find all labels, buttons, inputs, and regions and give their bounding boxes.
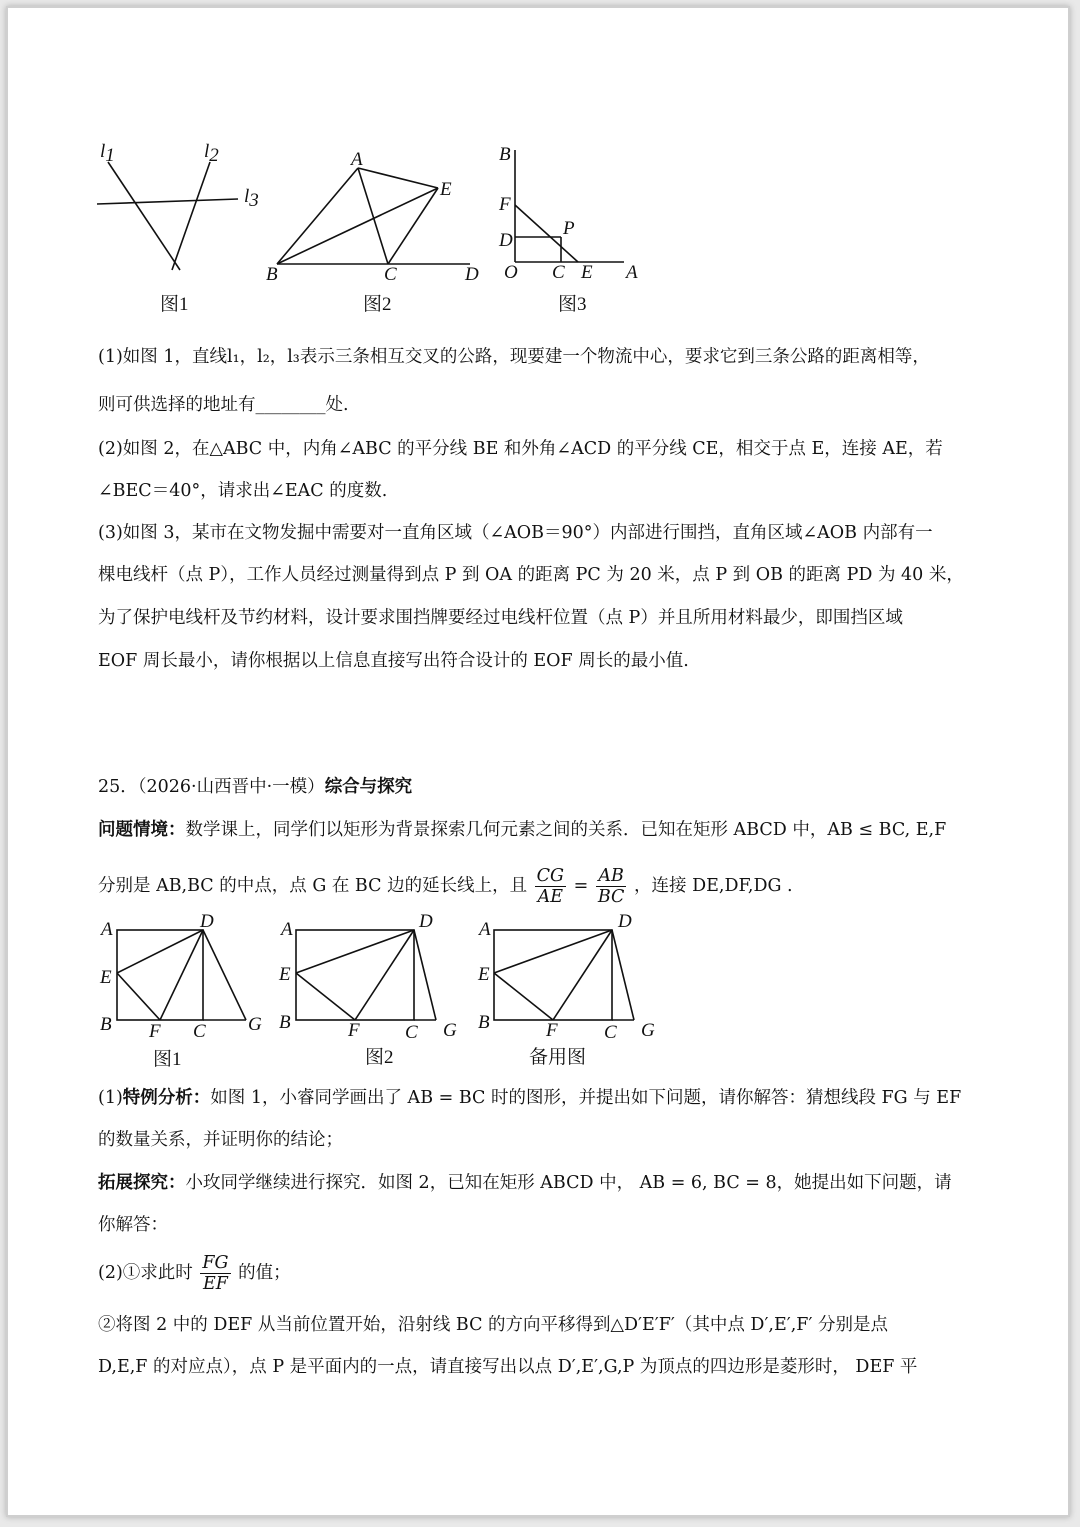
label-E-3: E	[478, 964, 490, 985]
situation-text-2b: ，连接 DE,DF,DG .	[634, 876, 793, 896]
segment-ED-1	[117, 930, 203, 973]
situation-label: 问题情境：	[98, 820, 186, 840]
segment-EF-3	[494, 973, 553, 1020]
extension-label: 拓展探究：	[98, 1173, 186, 1193]
label-F3: F	[499, 194, 511, 215]
part1-prefix: (1)	[98, 1088, 123, 1108]
q25-part1-line2: 的数量关系，并证明你的结论；	[98, 1130, 343, 1150]
figure-2-caption: 图2	[363, 294, 392, 315]
label-A3: A	[626, 262, 638, 283]
q25-extension-line1	[98, 1170, 988, 1196]
segment-DF-2	[355, 930, 414, 1020]
label-F-3: F	[546, 1020, 558, 1041]
label-B-3: B	[478, 1012, 490, 1033]
q24-part3-line3: 为了保护电线杆及节约材料，设计要求围挡牌要经过电线杆位置（点 P）并且所用材料最少，即围挡区域	[98, 608, 903, 628]
fraction-numerator: AB	[596, 866, 627, 887]
label-C: C	[384, 264, 397, 285]
segment-DG-1	[203, 930, 246, 1020]
q24-part3-line1: (3)如图 3，某市在文物发掘中需要对一直角区域（∠AOB＝90°）内部进行围挡，直角区域∠AOB 内部有一	[98, 523, 933, 543]
label-B-1: B	[100, 1014, 112, 1035]
part1-text: 如图 1，小睿同学画出了 AB = BC 时的图形，并提出如下问题，请你解答：猜想线段 FG 与 EF	[210, 1088, 962, 1108]
label-G-1: G	[248, 1014, 262, 1035]
part2-prefix: (2)①求此时	[98, 1263, 193, 1283]
part2-suffix: 的值；	[238, 1263, 291, 1283]
segment-EF-1	[117, 973, 160, 1020]
label-G-3: G	[641, 1020, 655, 1041]
label-A-3: A	[479, 919, 491, 940]
q24-part1-line1: (1)如图 1，直线l₁，l₂，l₃表示三条相互交叉的公路，现要建一个物流中心，要求它到三条公路的距离相等，	[98, 347, 930, 367]
segment-DG-3	[612, 930, 634, 1020]
figure-1-caption: 图1	[160, 294, 189, 315]
situation-text-2a: 分别是 AB,BC 的中点，点 G 在 BC 边的延长线上，且	[98, 876, 528, 896]
fraction-numerator: CG	[536, 866, 565, 886]
figure-b1-caption: 图1	[153, 1049, 182, 1070]
q24-part3-line4: EOF 周长最小，请你根据以上信息直接写出符合设计的 EOF 周长的最小值.	[98, 651, 689, 671]
label-D3: D	[499, 230, 513, 251]
segment-DF-1	[160, 930, 203, 1020]
situation-text: 数学课上，同学们以矩形为背景探索几何元素之间的关系．已知在矩形 ABCD 中，AB ≤ BC, E,F	[185, 820, 947, 840]
label-P3: P	[563, 218, 575, 239]
label-B3: B	[499, 144, 511, 165]
q25-extension-line2: 你解答：	[98, 1215, 168, 1235]
label-C-1: C	[193, 1021, 206, 1042]
fraction-denominator: BC	[597, 887, 625, 907]
q24-part2-line2: ∠BEC＝40°，请求出∠EAC 的度数.	[98, 481, 388, 501]
q25-part2b-line2: D,E,F 的对应点），点 P 是平面内的一点，请直接写出以点 D′,E′,G,P 为顶点的四边形是菱形时， DEF 平	[98, 1357, 918, 1377]
segment-ED-3	[494, 930, 612, 973]
figure-b3-caption: 备用图	[529, 1047, 587, 1068]
fraction-denominator: AE	[537, 887, 564, 907]
label-A: A	[351, 149, 363, 170]
label-A-2: A	[281, 919, 293, 940]
label-B-2: B	[279, 1012, 291, 1033]
figure-b2-caption: 图2	[365, 1047, 394, 1068]
q25-heading-title: 综合与探究	[324, 777, 413, 797]
extension-text: 小玫同学继续进行探究．如图 2，已知在矩形 ABCD 中， AB = 6, BC = 8，她提出如下问题，请	[185, 1173, 952, 1193]
label-F-2: F	[348, 1020, 360, 1041]
q25-heading-source: 25．（2026·山西晋中·一模）	[98, 777, 325, 797]
label-F-1: F	[149, 1021, 161, 1042]
part1-label: 特例分析：	[122, 1088, 211, 1108]
segment-DF-3	[553, 930, 612, 1020]
label-A-1: A	[101, 919, 113, 940]
label-l2: l2	[204, 141, 219, 166]
label-D-3: D	[618, 911, 632, 932]
segment-DG-2	[414, 930, 436, 1020]
label-E-1: E	[100, 967, 112, 988]
figure-3-caption: 图3	[558, 294, 587, 315]
segment-ED-2	[296, 930, 414, 973]
label-G-2: G	[443, 1020, 457, 1041]
label-E: E	[440, 179, 452, 200]
fraction-denominator: EF	[202, 1274, 228, 1294]
q25-part2-line	[98, 1253, 988, 1294]
label-D: D	[465, 264, 479, 285]
label-D-2: D	[419, 911, 433, 932]
q25-part1-line1	[98, 1085, 988, 1111]
rect-ABCD-1	[117, 930, 203, 1020]
label-B: B	[266, 264, 278, 285]
label-C3: C	[552, 262, 565, 283]
equals-sign: =	[573, 876, 589, 896]
label-O3: O	[504, 262, 518, 283]
label-E-2: E	[279, 964, 291, 985]
fraction-FG-EF	[200, 1253, 230, 1294]
label-C-2: C	[405, 1022, 418, 1043]
label-l1: l1	[100, 141, 115, 166]
segment-EF-2	[296, 973, 355, 1020]
q24-part2-line1: (2)如图 2，在△ABC 中，内角∠ABC 的平分线 BE 和外角∠ACD 的平分线 CE，相交于点 E，连接 AE，若	[98, 439, 943, 459]
rect-ABCD-2	[296, 930, 414, 1020]
label-C-3: C	[604, 1022, 617, 1043]
label-E3: E	[581, 262, 593, 283]
rect-ABCD-3	[494, 930, 612, 1020]
fraction-numerator: FG	[202, 1253, 229, 1273]
q25-part2b-line1: ②将图 2 中的 DEF 从当前位置开始，沿射线 BC 的方向平移得到△D′E′F′（其中点 D′,E′,F′ 分别是点	[98, 1315, 888, 1335]
label-l3: l3	[244, 186, 259, 211]
q24-part3-line2: 棵电线杆（点 P），工作人员经过测量得到点 P 到 OA 的距离 PC 为 20 米，点 P 到 OB 的距离 PD 为 40 米，	[98, 565, 964, 585]
q24-part1-line2: 则可供选择的地址有________处.	[98, 395, 349, 415]
label-D-1: D	[200, 911, 214, 932]
